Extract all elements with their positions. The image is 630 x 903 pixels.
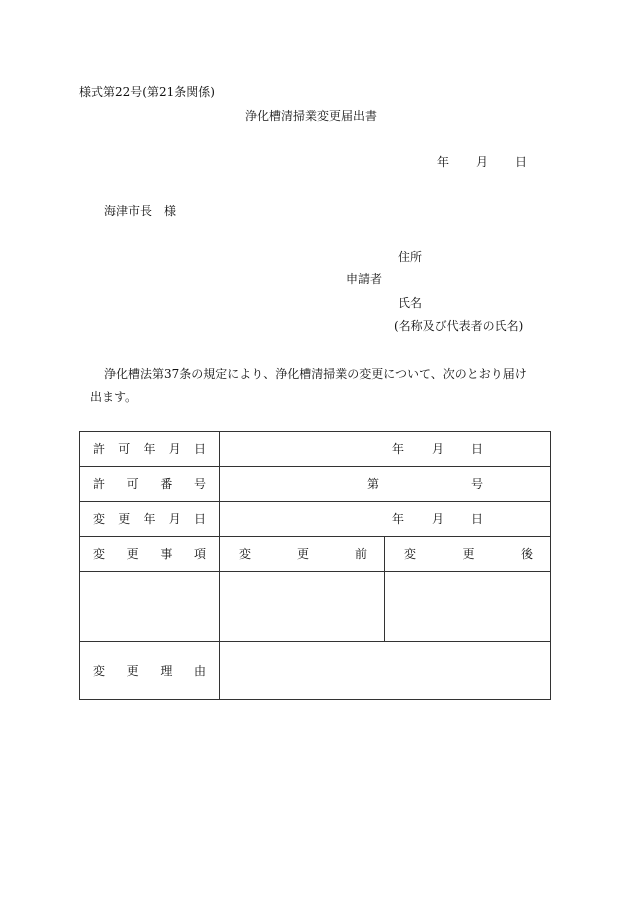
change-year-unit: 年 (392, 512, 405, 526)
number-prefix: 第 (367, 477, 380, 491)
permit-date-label: 許 可 年 月 日 (80, 432, 220, 467)
change-reason-row (80, 642, 551, 700)
change-form-table (79, 431, 551, 700)
address-label: 住所 (398, 250, 423, 264)
after-value[interactable] (385, 572, 551, 642)
form-number: 様式第22号(第21条関係) (79, 85, 215, 99)
after-header: 変 更 後 (385, 537, 551, 572)
date-day-label: 日 (515, 155, 528, 169)
number-suffix: 号 (471, 477, 484, 491)
change-date-label: 変 更 年 月 日 (80, 502, 220, 537)
change-item-header-row (80, 537, 551, 572)
permit-date-value[interactable] (220, 432, 551, 467)
change-month-unit: 月 (432, 512, 445, 526)
date-month-label: 月 (476, 155, 489, 169)
permit-year-unit: 年 (392, 442, 405, 456)
body-text-line-1: 浄化槽法第37条の規定により、浄化槽清掃業の変更について、次のとおり届け (104, 367, 527, 381)
name-note: (名称及び代表者の氏名) (394, 319, 524, 333)
permit-number-value[interactable] (220, 467, 551, 502)
change-reason-label: 変 更 理 由 (80, 642, 220, 700)
change-reason-value[interactable] (220, 642, 551, 700)
change-date-value[interactable] (220, 502, 551, 537)
document-title: 浄化槽清掃業変更届出書 (245, 109, 378, 123)
addressee: 海津市長 様 (104, 204, 177, 218)
permit-number-row (80, 467, 551, 502)
permit-day-unit: 日 (471, 442, 484, 456)
change-item-label: 変 更 事 項 (80, 537, 220, 572)
applicant-label: 申請者 (346, 272, 383, 286)
date-year-label: 年 (437, 155, 450, 169)
name-label: 氏名 (398, 296, 423, 310)
change-detail-row (80, 572, 551, 642)
body-text-line-2: 出ます。 (90, 390, 138, 404)
change-day-unit: 日 (471, 512, 484, 526)
permit-number-label: 許 可 番 号 (80, 467, 220, 502)
before-header: 変 更 前 (220, 537, 385, 572)
change-date-row (80, 502, 551, 537)
permit-date-row (80, 432, 551, 467)
change-item-value[interactable] (80, 572, 220, 642)
permit-month-unit: 月 (432, 442, 445, 456)
before-value[interactable] (220, 572, 385, 642)
